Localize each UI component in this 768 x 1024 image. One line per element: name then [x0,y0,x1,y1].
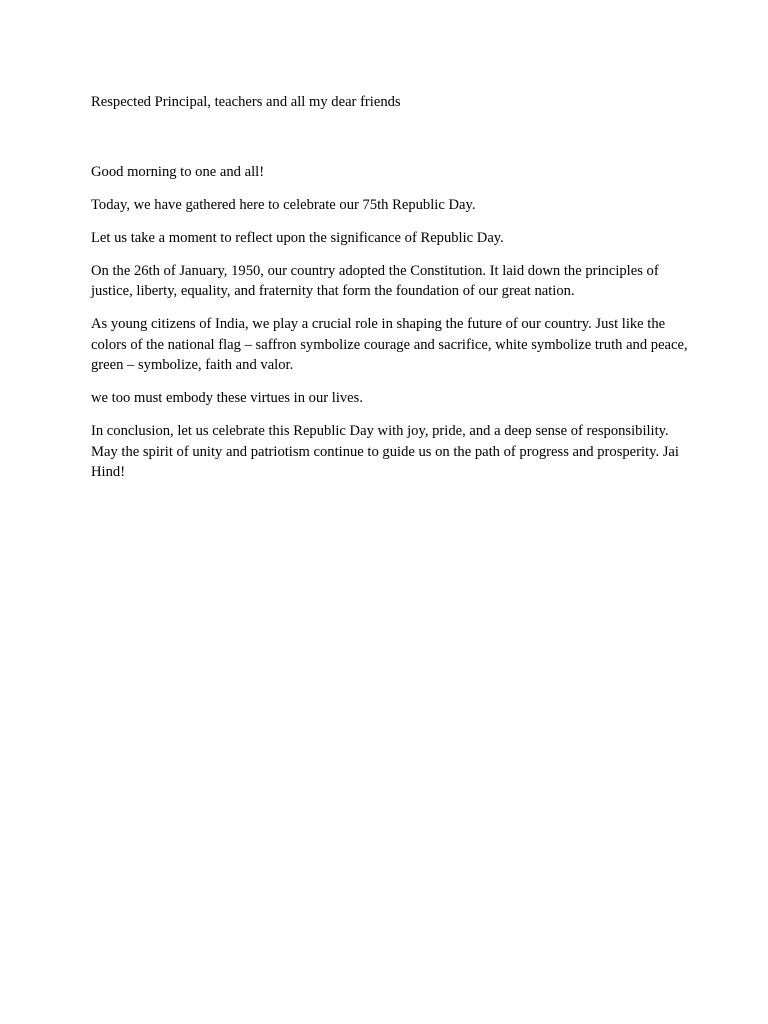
salutation: Respected Principal, teachers and all my dear friends [91,94,401,110]
paragraph-greeting: Good morning to one and all! [91,163,265,180]
document-page [91,92,691,495]
paragraph-reflection: Let us take a moment to reflect upon the significance of Republic Day. [91,229,504,246]
paragraph-virtues: we too must embody these virtues in our lives. [91,390,363,406]
paragraph-occasion: Today, we have gathered here to celebrate our 75th Republic Day. [91,196,476,213]
paragraph-conclusion: In conclusion, let us celebrate this Republic Day with joy, pride, and a deep sense of responsibility. May the spirit of unity and patriotism continue to guide us on the path of progress and prosperity. Jai Hind! [91,423,679,480]
paragraph-citizens: As young citizens of India, we play a crucial role in shaping the future of our country. Just like the colors of the national flag – saffron symbolize courage and sacrifice, white symbolize truth and peace, green – symbolize, faith and valor. [91,316,688,373]
paragraph-constitution: On the 26th of January, 1950, our country adopted the Constitution. It laid down the principles of justice, liberty, equality, and fraternity that form the foundation of our great nation. [91,262,659,299]
